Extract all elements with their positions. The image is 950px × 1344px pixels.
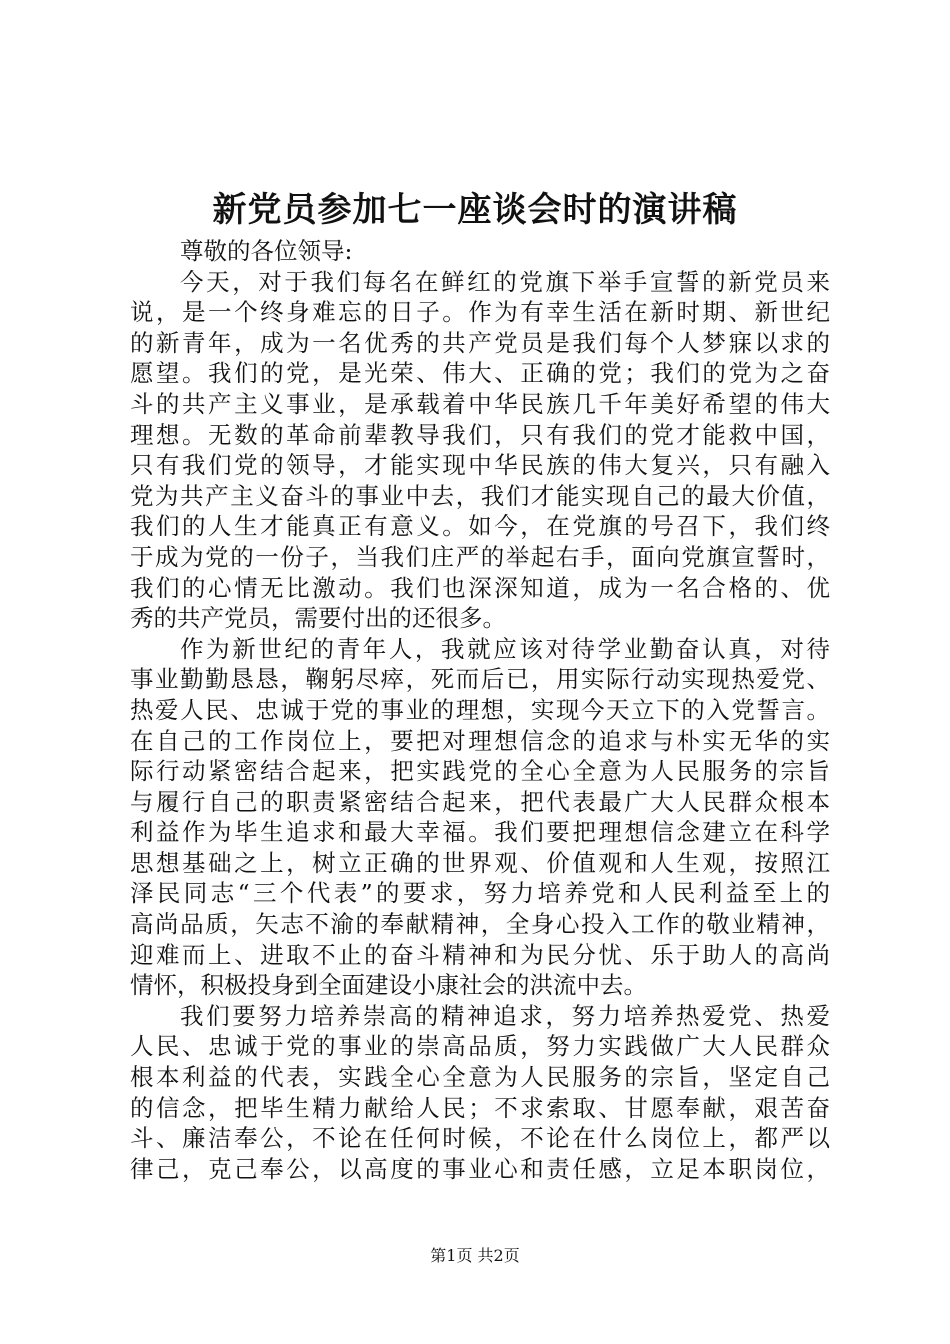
paragraph-line: 我们的心情无比激动。我们也深深知道，成为一名合格的、优 [130,573,830,602]
paragraph-line: 于成为党的一份子，当我们庄严的举起右手，面向党旗宣誓时， [130,542,830,571]
paragraph-line: 今天，对于我们每名在鲜红的党旗下举手宣誓的新党员来 [180,267,830,296]
paragraph-line: 的信念，把毕生精力献给人民；不求索取、甘愿奉献，艰苦奋 [130,1093,830,1122]
paragraph-line: 思想基础之上，树立正确的世界观、价值观和人生观，按照江 [130,848,830,877]
paragraph-line: 迎难而上、进取不止的奋斗精神和为民分忧、乐于助人的高尚 [130,940,830,969]
paragraph-line: 秀的共产党员，需要付出的还很多。 [130,604,506,633]
document-body [130,236,830,1184]
paragraph-line: 斗的共产主义事业，是承载着中华民族几千年美好希望的伟大 [130,389,830,418]
paragraph-line: 利益作为毕生追求和最大幸福。我们要把理想信念建立在科学 [130,818,830,847]
paragraph-line: 我们的人生才能真正有意义。如今，在党旗的号召下，我们终 [130,512,830,541]
paragraph-line: 说，是一个终身难忘的日子。作为有幸生活在新时期、新世纪 [130,298,830,327]
paragraph-line: 高尚品质，矢志不渝的奉献精神，全身心投入工作的敬业精神， [130,910,830,939]
paragraph-line: 只有我们党的领导，才能实现中华民族的伟大复兴，只有融入 [130,451,830,480]
document-title: 新党员参加七一座谈会时的演讲稿 [212,190,738,230]
paragraph-line: 我们要努力培养崇高的精神追求，努力培养热爱党、热爱 [180,1001,830,1030]
paragraph-line: 作为新世纪的青年人，我就应该对待学业勤奋认真，对待 [180,634,830,663]
paragraph-line: 泽民同志“三个代表”的要求，努力培养党和人民利益至上的 [130,879,830,908]
page-number-footer: 第1页 共2页 [430,1246,520,1265]
paragraph-line: 与履行自己的职责紧密结合起来，把代表最广大人民群众根本 [130,787,830,816]
paragraph-line: 事业勤勤恳恳，鞠躬尽瘁，死而后已，用实际行动实现热爱党、 [130,665,830,694]
greeting-line: 尊敬的各位领导: [180,237,353,265]
paragraph-line: 的新青年，成为一名优秀的共产党员是我们每个人梦寐以求的 [130,328,830,357]
paragraph-line: 人民、忠诚于党的事业的崇高品质，努力实践做广大人民群众 [130,1032,830,1061]
paragraph-line: 愿望。我们的党，是光荣、伟大、正确的党；我们的党为之奋 [130,359,830,388]
paragraph-line: 在自己的工作岗位上，要把对理想信念的追求与朴实无华的实 [130,726,830,755]
paragraph-line: 理想。无数的革命前辈教导我们，只有我们的党才能救中国， [130,420,830,449]
paragraph-line: 情怀，积极投身到全面建设小康社会的洪流中去。 [130,971,647,1000]
paragraph-line: 根本利益的代表，实践全心全意为人民服务的宗旨，坚定自己 [130,1063,830,1092]
paragraph-line: 际行动紧密结合起来，把实践党的全心全意为人民服务的宗旨 [130,757,830,786]
paragraph-line: 律己，克己奉公，以高度的事业心和责任感，立足本职岗位， [130,1154,830,1183]
paragraph-line: 斗、廉洁奉公，不论在任何时候，不论在什么岗位上，都严以 [130,1124,830,1153]
paragraph-line: 党为共产主义奋斗的事业中去，我们才能实现自己的最大价值， [130,481,830,510]
paragraph-line: 热爱人民、忠诚于党的事业的理想，实现今天立下的入党誓言。 [130,695,830,724]
